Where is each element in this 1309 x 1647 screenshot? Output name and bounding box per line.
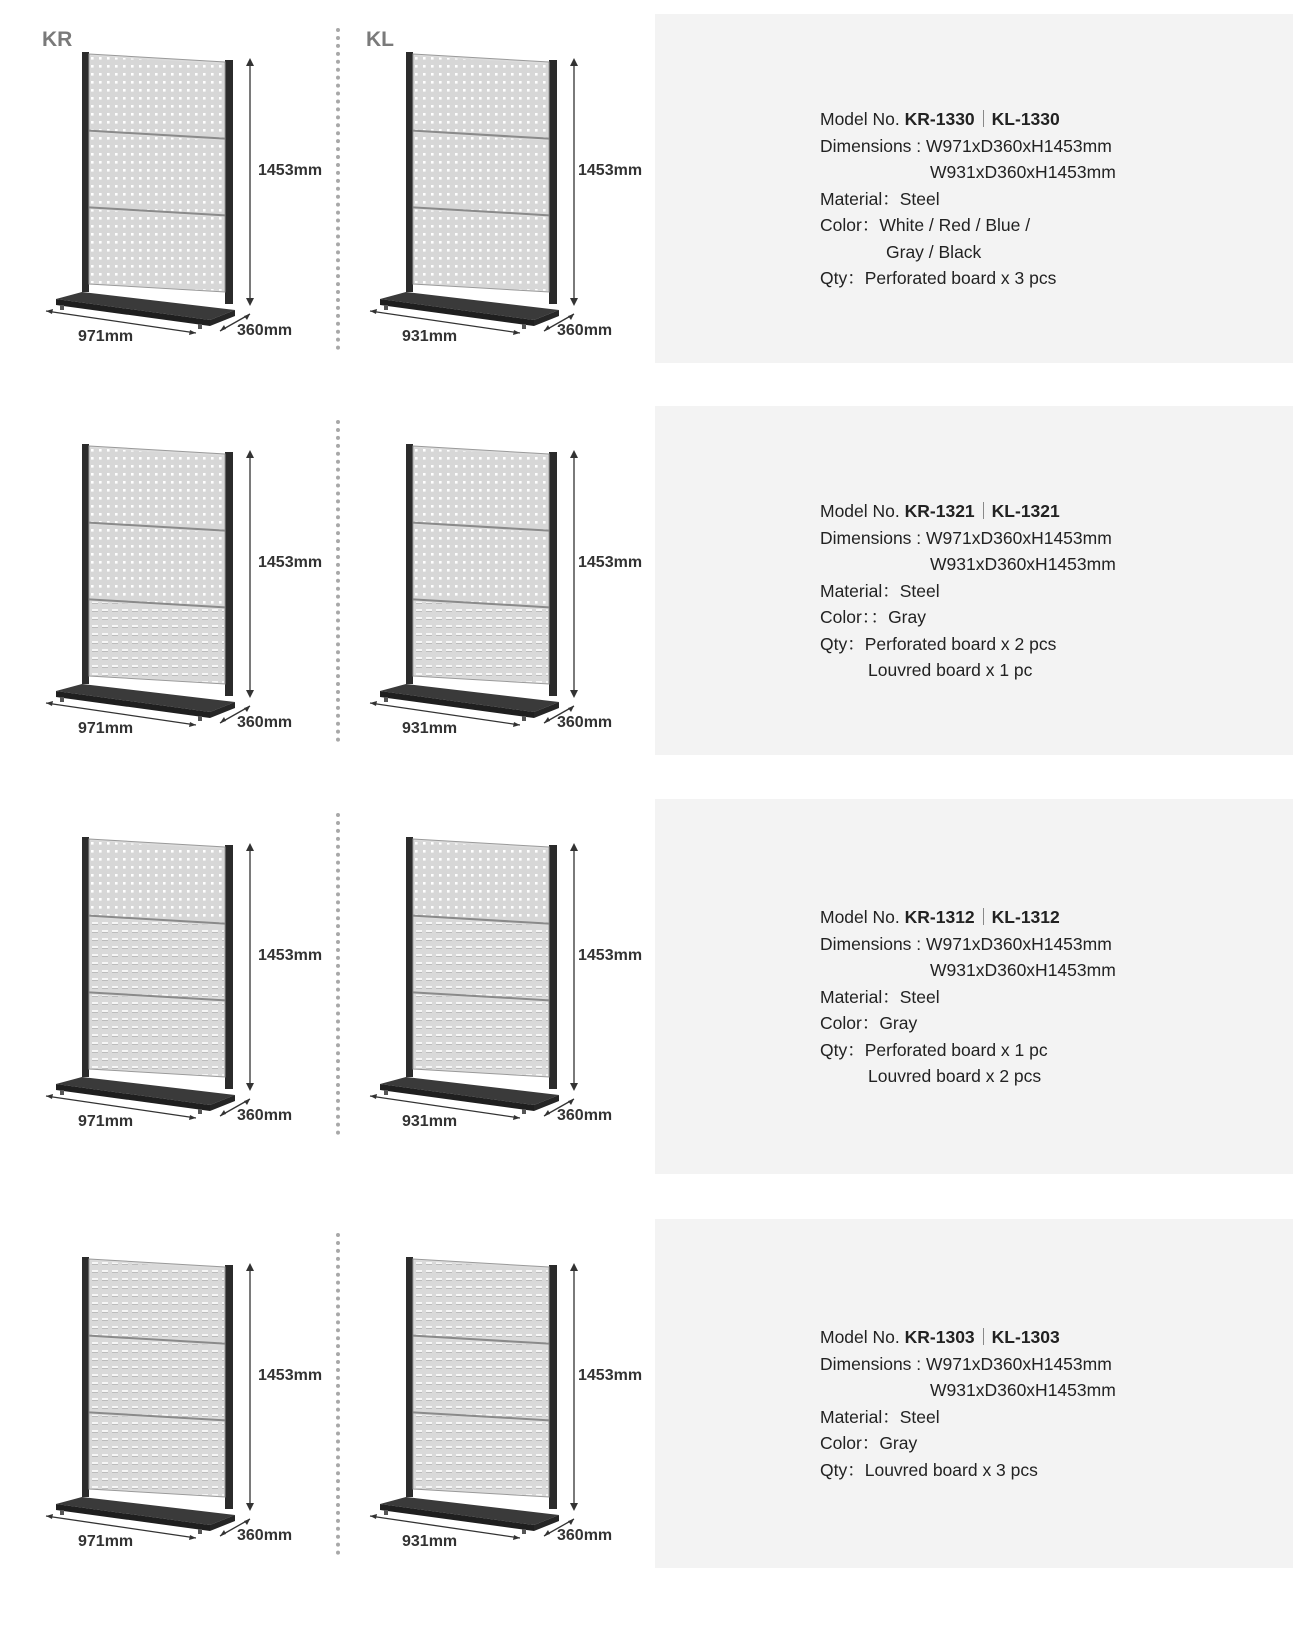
kl-dimensions: W931xD360xH1453mm [930,554,1116,574]
kl-shelf-illustration [324,799,643,1139]
qty-line-continued: Louvred board x 1 pc [868,660,1033,680]
kl-shelf-drawing [324,406,624,746]
model-number-line [820,106,1116,133]
depth-dimension: 360mm [557,322,613,339]
color-line: Color：Gray [820,1433,918,1453]
dimensions-label: Dimensions : [820,527,927,548]
qty-line: Qty：Perforated board x 2 pcs [820,633,1057,654]
qty-line: Qty：Perforated board x 1 pc [820,1039,1048,1060]
kr-dimensions: W971xD360xH1453mm [926,1353,1112,1374]
dimensions-line [820,133,1116,160]
product-row [0,14,1309,364]
depth-dimension: 360mm [557,714,613,731]
model-prefix: Model No. [820,907,905,927]
kl-model-number: KL-1321 [991,501,1060,521]
width-dimension: 931mm [402,1533,458,1550]
qty-line-continued: Louvred board x 2 pcs [868,1066,1042,1086]
dotted-divider [336,420,340,742]
material-line: Material：Steel [820,580,940,601]
color-line-continued: Gray / Black [886,241,982,262]
kl-label: KL [366,28,394,51]
width-dimension: 971mm [78,1533,134,1550]
spec-panel [655,14,1293,363]
kl-dimensions: W931xD360xH1453mm [930,162,1116,182]
kr-shelf-drawing [0,14,300,354]
dimensions-label: Dimensions : [820,135,927,156]
depth-dimension: 360mm [237,1107,293,1124]
kl-dimensions: W931xD360xH1453mm [930,960,1116,980]
dimensions-line [820,1351,1116,1378]
width-dimension: 931mm [402,720,458,737]
kl-shelf-illustration [324,14,643,354]
width-dimension: 971mm [78,1113,134,1130]
kr-model-number: KR-1303 [904,1327,975,1347]
spec-panel [655,799,1293,1174]
kr-dimensions: W971xD360xH1453mm [926,527,1112,548]
separator-bar [983,110,984,127]
spec-panel [655,1219,1293,1568]
kr-shelf-drawing [0,406,300,746]
kl-shelf-illustration [324,1219,643,1559]
kl-model-number: KL-1330 [991,109,1060,129]
kr-shelf-illustration [0,799,323,1139]
height-dimension: 1453mm [578,947,643,964]
kl-shelf-illustration [324,406,643,746]
dotted-divider [336,28,340,350]
product-row [0,1219,1309,1569]
height-dimension: 1453mm [578,554,643,571]
separator-bar [983,1328,984,1345]
kl-model-number: KL-1303 [991,1327,1060,1347]
kl-shelf-drawing [324,1219,624,1559]
kr-label: KR [42,28,73,51]
separator-bar [983,908,984,925]
depth-dimension: 360mm [237,322,293,339]
dotted-divider [336,813,340,1135]
model-number-line [820,1324,1116,1351]
height-dimension: 1453mm [258,554,323,571]
width-dimension: 971mm [78,720,134,737]
dimensions-line [820,525,1116,552]
spec-list [820,106,1116,292]
kr-shelf-illustration [0,1219,323,1559]
color-line: Color：：Gray [820,607,926,627]
separator-bar [983,502,984,519]
material-line: Material：Steel [820,1406,940,1427]
kl-shelf-drawing [324,14,624,354]
kr-shelf-drawing [0,1219,300,1559]
kr-dimensions: W971xD360xH1453mm [926,135,1112,156]
product-row [0,406,1309,756]
product-row [0,799,1309,1149]
dimensions-label: Dimensions : [820,1353,927,1374]
kr-model-number: KR-1330 [904,109,975,129]
kl-shelf-drawing [324,799,624,1139]
kr-shelf-drawing [0,799,300,1139]
height-dimension: 1453mm [258,162,323,179]
model-number-line [820,498,1116,525]
model-number-line [820,904,1116,931]
width-dimension: 931mm [402,1113,458,1130]
spec-panel [655,406,1293,755]
kr-shelf-illustration [0,406,323,746]
spec-list [820,1324,1116,1483]
height-dimension: 1453mm [578,162,643,179]
width-dimension: 971mm [78,328,134,345]
model-prefix: Model No. [820,501,905,521]
qty-line: Qty：Perforated board x 3 pcs [820,268,1057,288]
dimensions-line [820,931,1116,958]
kr-model-number: KR-1321 [904,501,975,521]
height-dimension: 1453mm [258,1367,323,1384]
model-prefix: Model No. [820,109,905,129]
dotted-divider [336,1233,340,1555]
dimensions-label: Dimensions : [820,933,927,954]
depth-dimension: 360mm [237,714,293,731]
spec-list [820,904,1116,1090]
color-line: Color：Gray [820,1013,918,1033]
material-line: Material：Steel [820,188,940,209]
height-dimension: 1453mm [258,947,323,964]
model-prefix: Model No. [820,1327,905,1347]
kr-dimensions: W971xD360xH1453mm [926,933,1112,954]
width-dimension: 931mm [402,328,458,345]
depth-dimension: 360mm [557,1527,613,1544]
qty-line: Qty：Louvred board x 3 pcs [820,1459,1038,1480]
kl-model-number: KL-1312 [991,907,1060,927]
spec-list [820,498,1116,684]
depth-dimension: 360mm [237,1527,293,1544]
kl-dimensions: W931xD360xH1453mm [930,1380,1116,1400]
kr-model-number: KR-1312 [904,907,975,927]
kr-shelf-illustration [0,14,323,354]
height-dimension: 1453mm [578,1367,643,1384]
color-line: Color：White / Red / Blue / [820,215,1031,235]
material-line: Material：Steel [820,986,940,1007]
depth-dimension: 360mm [557,1107,613,1124]
